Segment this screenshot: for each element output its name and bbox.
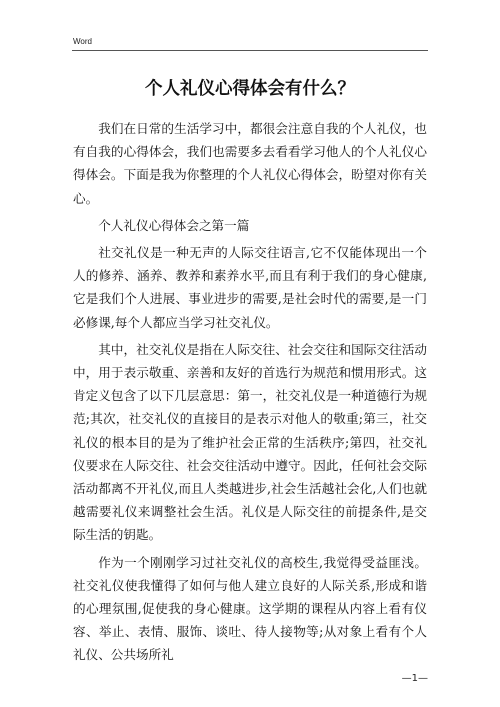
header-label: Word [73, 37, 92, 46]
page-number: —1— [401, 673, 428, 684]
document-title: 个人礼仪心得体会有什么？ [145, 79, 355, 99]
body-paragraph-1: 社交礼仪是一种无声的人际交往语言,它不仅能体现出一个人的修养、涵养、教养和素养水平,而且有利于我们的身心健康,它是我们个人进展、事业进步的需要,是社会时代的需要,是一门必修课,每个人都应当学习社交礼仪。 [73, 245, 427, 330]
section-heading: 个人礼仪心得体会之第一篇 [98, 217, 250, 233]
document-body [73, 117, 427, 667]
intro-paragraph: 我们在日常的生活学习中，都很会注意自我的个人礼仪，也有自我的心得体会，我们也需要多去看看学习他人的个人礼仪心得体会。下面是我为你整理的个人礼仪心得体会，盼望对你有关心。 [73, 121, 427, 206]
header-divider [72, 50, 428, 51]
body-paragraph-2: 其中，社交礼仪是指在人际交往、社会交往和国际交往活动中，用于表示敬重、亲善和友好的首选行为规范和惯用形式。这肯定义包含了以下几层意思：第一，社交礼仪是一种道德行为规范;其次，社交礼仪的直接目的是表示对他人的敬重;第三，社交礼仪的根本目的是为了维护社会正常的生活秩序;第四，社交礼仪要求在人际交往、社会交往活动中遵守。因此，任何社会交际活动都离不开礼仪,而且人类越进步,社会生活越社会化,人们也就越需要礼仪来调整社会生活。礼仪是人际交往的前提条件,是交际生活的钥匙。 [73, 341, 427, 543]
body-paragraph-3: 作为一个刚刚学习过社交礼仪的高校生,我觉得受益匪浅。社交礼仪使我懂得了如何与他人建立良好的人际关系,形成和谐的心理氛围,促使我的身心健康。这学期的课程从内容上看有仪容、举止、表情、服饰、谈吐、待人接物等;从对象上看有个人礼仪、公共场所礼 [73, 554, 427, 663]
